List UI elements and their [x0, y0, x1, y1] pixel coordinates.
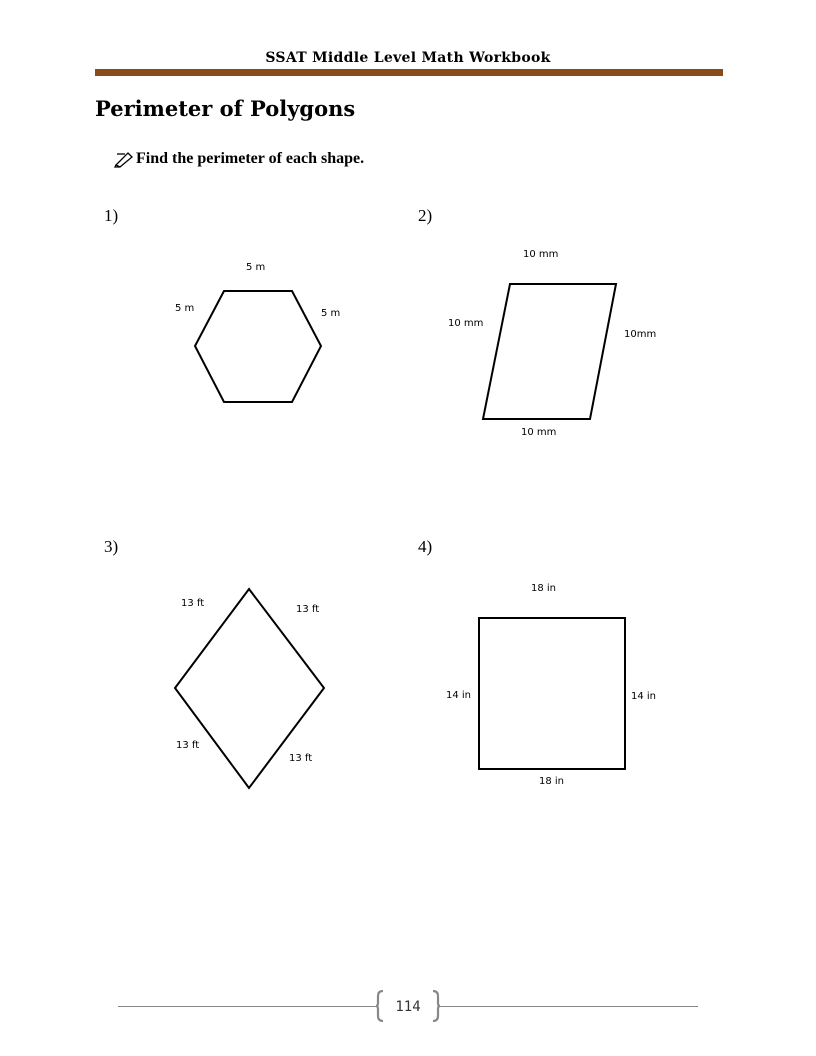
problem-1-top-label: 5 m: [246, 262, 266, 273]
problem-2-left-label: 10 mm: [448, 318, 484, 329]
problem-4-top-label: 18 in: [531, 583, 557, 594]
problem-1-number: 1): [104, 206, 119, 225]
problem-1-right-label: 5 m: [321, 308, 341, 319]
problem-3-bottom-left-label: 13 ft: [176, 740, 200, 751]
header-title: SSAT Middle Level Math Workbook: [265, 50, 551, 66]
problem-1-left-label: 5 m: [175, 303, 195, 314]
problem-3-top-left-label: 13 ft: [181, 598, 205, 609]
page-number: 114: [395, 999, 421, 1015]
page-title: Perimeter of Polygons: [95, 96, 356, 121]
instruction-text: Find the perimeter of each shape.: [136, 150, 365, 167]
problem-2-right-label: 10mm: [624, 329, 657, 340]
problem-2-bottom-label: 10 mm: [521, 427, 557, 438]
problem-3-bottom-right-label: 13 ft: [289, 753, 313, 764]
problem-3-number: 3): [104, 537, 119, 556]
problem-2-top-label: 10 mm: [523, 249, 559, 260]
footer-line-left: [118, 1006, 376, 1007]
problem-4-left-label: 14 in: [446, 690, 472, 701]
problem-2-number: 2): [418, 206, 433, 225]
footer-line-right: [440, 1006, 698, 1007]
problem-4-right-label: 14 in: [631, 691, 657, 702]
problem-3-top-right-label: 13 ft: [296, 604, 320, 615]
problem-4-number: 4): [418, 537, 433, 556]
problem-4-bottom-label: 18 in: [539, 776, 565, 787]
